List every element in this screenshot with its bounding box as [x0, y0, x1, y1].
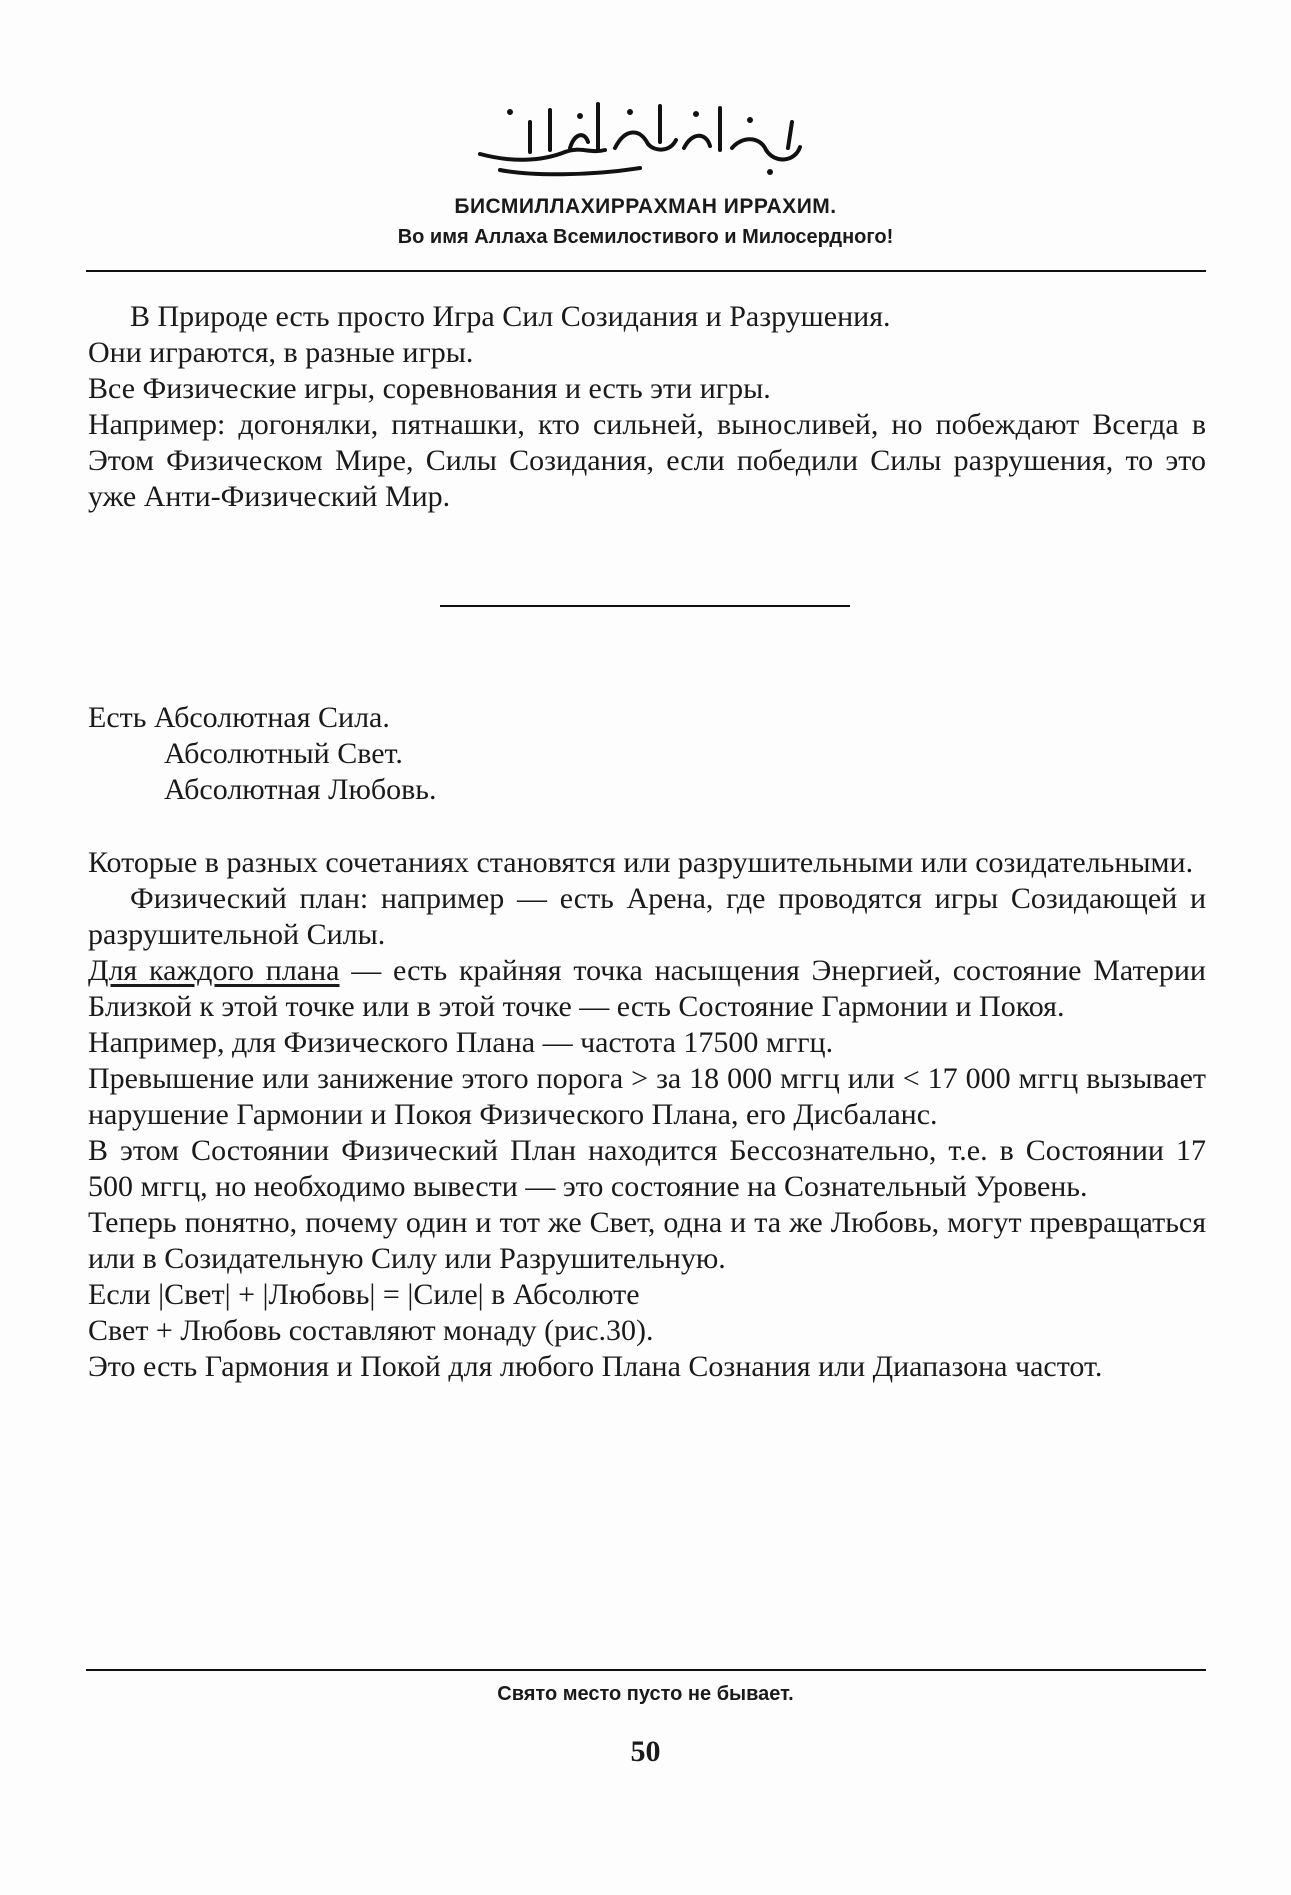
- paragraph: Физический план: например — есть Арена, где проводятся игры Созидающей и разрушительной Силы.: [88, 882, 1206, 951]
- paragraph: Например, для Физического Плана — частота 17500 мггц.: [88, 1026, 834, 1059]
- page-number: 50: [630, 1735, 661, 1768]
- paragraph: Все Физические игры, соревнования и есть эти игры.: [88, 372, 771, 405]
- paragraph: В Природе есть просто Игра Сил Созидания и Разрушения.: [130, 300, 891, 333]
- paragraph: Абсолютный Свет.: [164, 737, 403, 770]
- paragraph: Превышение или занижение этого порога > за 18 000 мггц или < 17 000 мггц вызывает нарушение Гармонии и Покоя Физического Плана, его Дисбаланс.: [88, 1062, 1206, 1131]
- paragraph: Они играются, в разные игры.: [88, 336, 474, 369]
- paragraph: Теперь понятно, почему один и тот же Свет, одна и та же Любовь, могут превращаться или в Созидательную Силу или Разрушительную.: [88, 1206, 1206, 1275]
- section-2: [88, 700, 1206, 808]
- paragraph: [88, 953, 1206, 1025]
- paragraph-continuation: — есть крайняя точка насыщения Энергией, состояние Материи Близкой к этой точке или в этой точке — есть Состояние Гармонии и Покоя.: [88, 954, 1206, 1023]
- paragraph: Есть Абсолютная Сила.: [88, 701, 390, 734]
- paragraph: Абсолютная Любовь.: [164, 773, 437, 806]
- paragraph: Свет + Любовь составляют монаду (рис.30).: [88, 1314, 654, 1347]
- header-title: БИСМИЛЛАХИРРАХМАН ИРРАХИМ.: [454, 195, 837, 218]
- section-1: [88, 299, 1206, 515]
- section-divider: [440, 605, 850, 607]
- paragraph: Например: догонялки, пятнашки, кто сильней, выносливей, но побеждают Всегда в Этом Физическом Мире, Силы Созидания, если победили Силы разрушения, то это уже Анти-Физический Мир.: [88, 408, 1206, 513]
- paragraph: Которые в разных сочетаниях становятся или разрушительными или созидательными.: [88, 846, 1194, 879]
- paragraph: Это есть Гармония и Покой для любого Плана Сознания или Диапазона частот.: [88, 1350, 1103, 1383]
- bismillah-calligraphy-icon: [470, 92, 810, 178]
- formula-line: Если |Свет| + |Любовь| = |Силе| в Абсолюте: [88, 1278, 640, 1311]
- footer-motto: Свято место пусто не бывает.: [497, 1683, 794, 1705]
- paragraph: В этом Состоянии Физический План находится Бессознательно, т.е. в Состоянии 17 500 мггц, но необходимо вывести — это состояние на Сознательный Уровень.: [88, 1134, 1206, 1203]
- header-divider: [86, 270, 1206, 272]
- footer-divider: [86, 1669, 1206, 1671]
- section-3: [88, 845, 1206, 1385]
- header-subtitle: Во имя Аллаха Всемилостивого и Милосердного!: [397, 226, 894, 248]
- underlined-phrase: Для каждого плана: [88, 954, 340, 987]
